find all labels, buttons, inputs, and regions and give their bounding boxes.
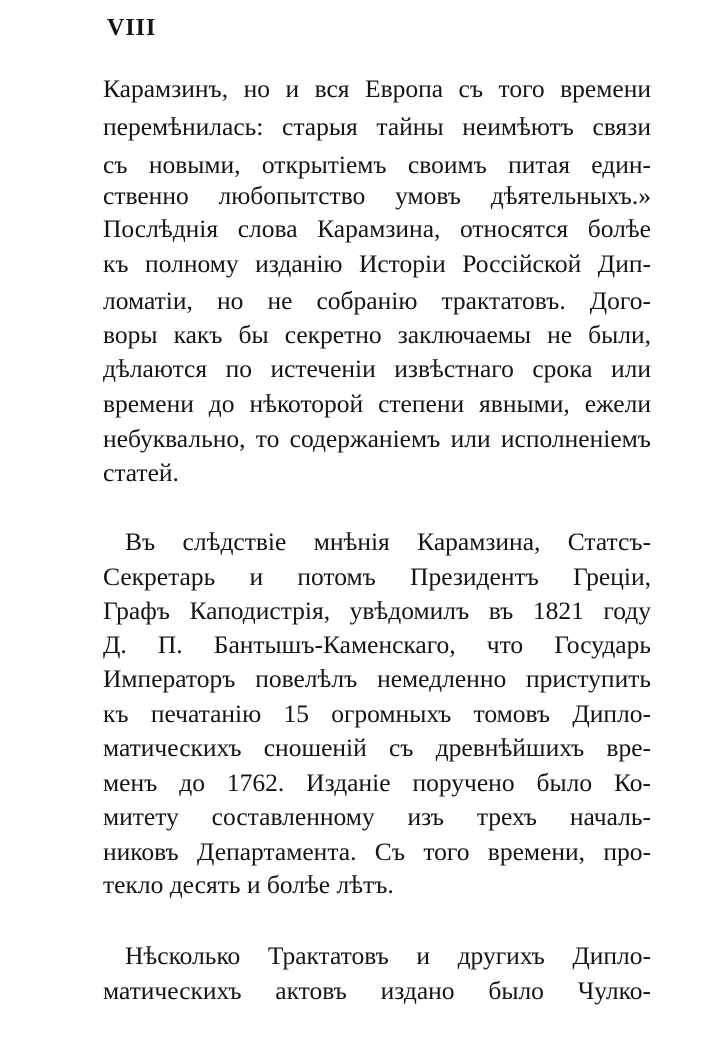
text-line: съ новыми, открытіемъ своимъ питая един- — [103, 150, 651, 179]
text-line: Императоръ повелѣлъ немедленно приступить — [103, 664, 651, 693]
text-line: къ полному изданію Исторіи Россійской Дип- — [103, 249, 651, 278]
text-line: митету составленному изъ трехъ началь- — [103, 802, 651, 831]
text-line: матическихъ актовъ издано было Чулко- — [103, 976, 651, 1005]
text-line: перемѣнилась: старыя тайны неимѣютъ связи — [103, 112, 651, 141]
text-line: никовъ Департамента. Съ того времени, про- — [103, 837, 651, 866]
text-line: Графъ Каподистрія, увѣдомилъ въ 1821 году — [103, 596, 651, 625]
text-line: Карамзинъ, но и вся Европа съ того времени — [103, 74, 651, 103]
text-line: ственно любопытство умовъ дѣятельныхъ.» — [103, 181, 651, 210]
text-line: дѣлаются по истеченіи извѣстнаго срока или — [103, 354, 651, 383]
text-line: времени до нѣкоторой степени явными, ежели — [103, 389, 651, 418]
text-line: Д. П. Бантышъ-Каменскаго, что Государь — [103, 630, 651, 659]
text-line: воры какъ бы секретно заключаемы не были, — [103, 320, 651, 349]
text-line: текло десять и болѣе лѣтъ. — [103, 870, 394, 899]
text-line: ломатіи, но не собранію трактатовъ. Дого- — [103, 286, 651, 315]
text-line: небуквально, то содержаніемъ или исполненіемъ — [103, 424, 651, 453]
text-line: статей. — [103, 458, 179, 487]
text-line: менъ до 1762. Изданіе поручено было Ко- — [103, 768, 651, 797]
text-line: матическихъ сношеній съ древнѣйшихъ вре- — [103, 733, 651, 762]
text-line: Секретарь и потомъ Президентъ Греціи, — [103, 562, 651, 591]
page-number: VIII — [107, 15, 157, 41]
text-line: Въ слѣдствіе мнѣнія Карамзина, Статсъ- — [125, 527, 651, 556]
text-line: къ печатанію 15 огромныхъ томовъ Дипло- — [103, 699, 651, 728]
text-line: Нѣсколько Трактатовъ и другихъ Дипло- — [125, 941, 651, 970]
text-line: Послѣднія слова Карамзина, относятся болѣе — [103, 214, 651, 243]
